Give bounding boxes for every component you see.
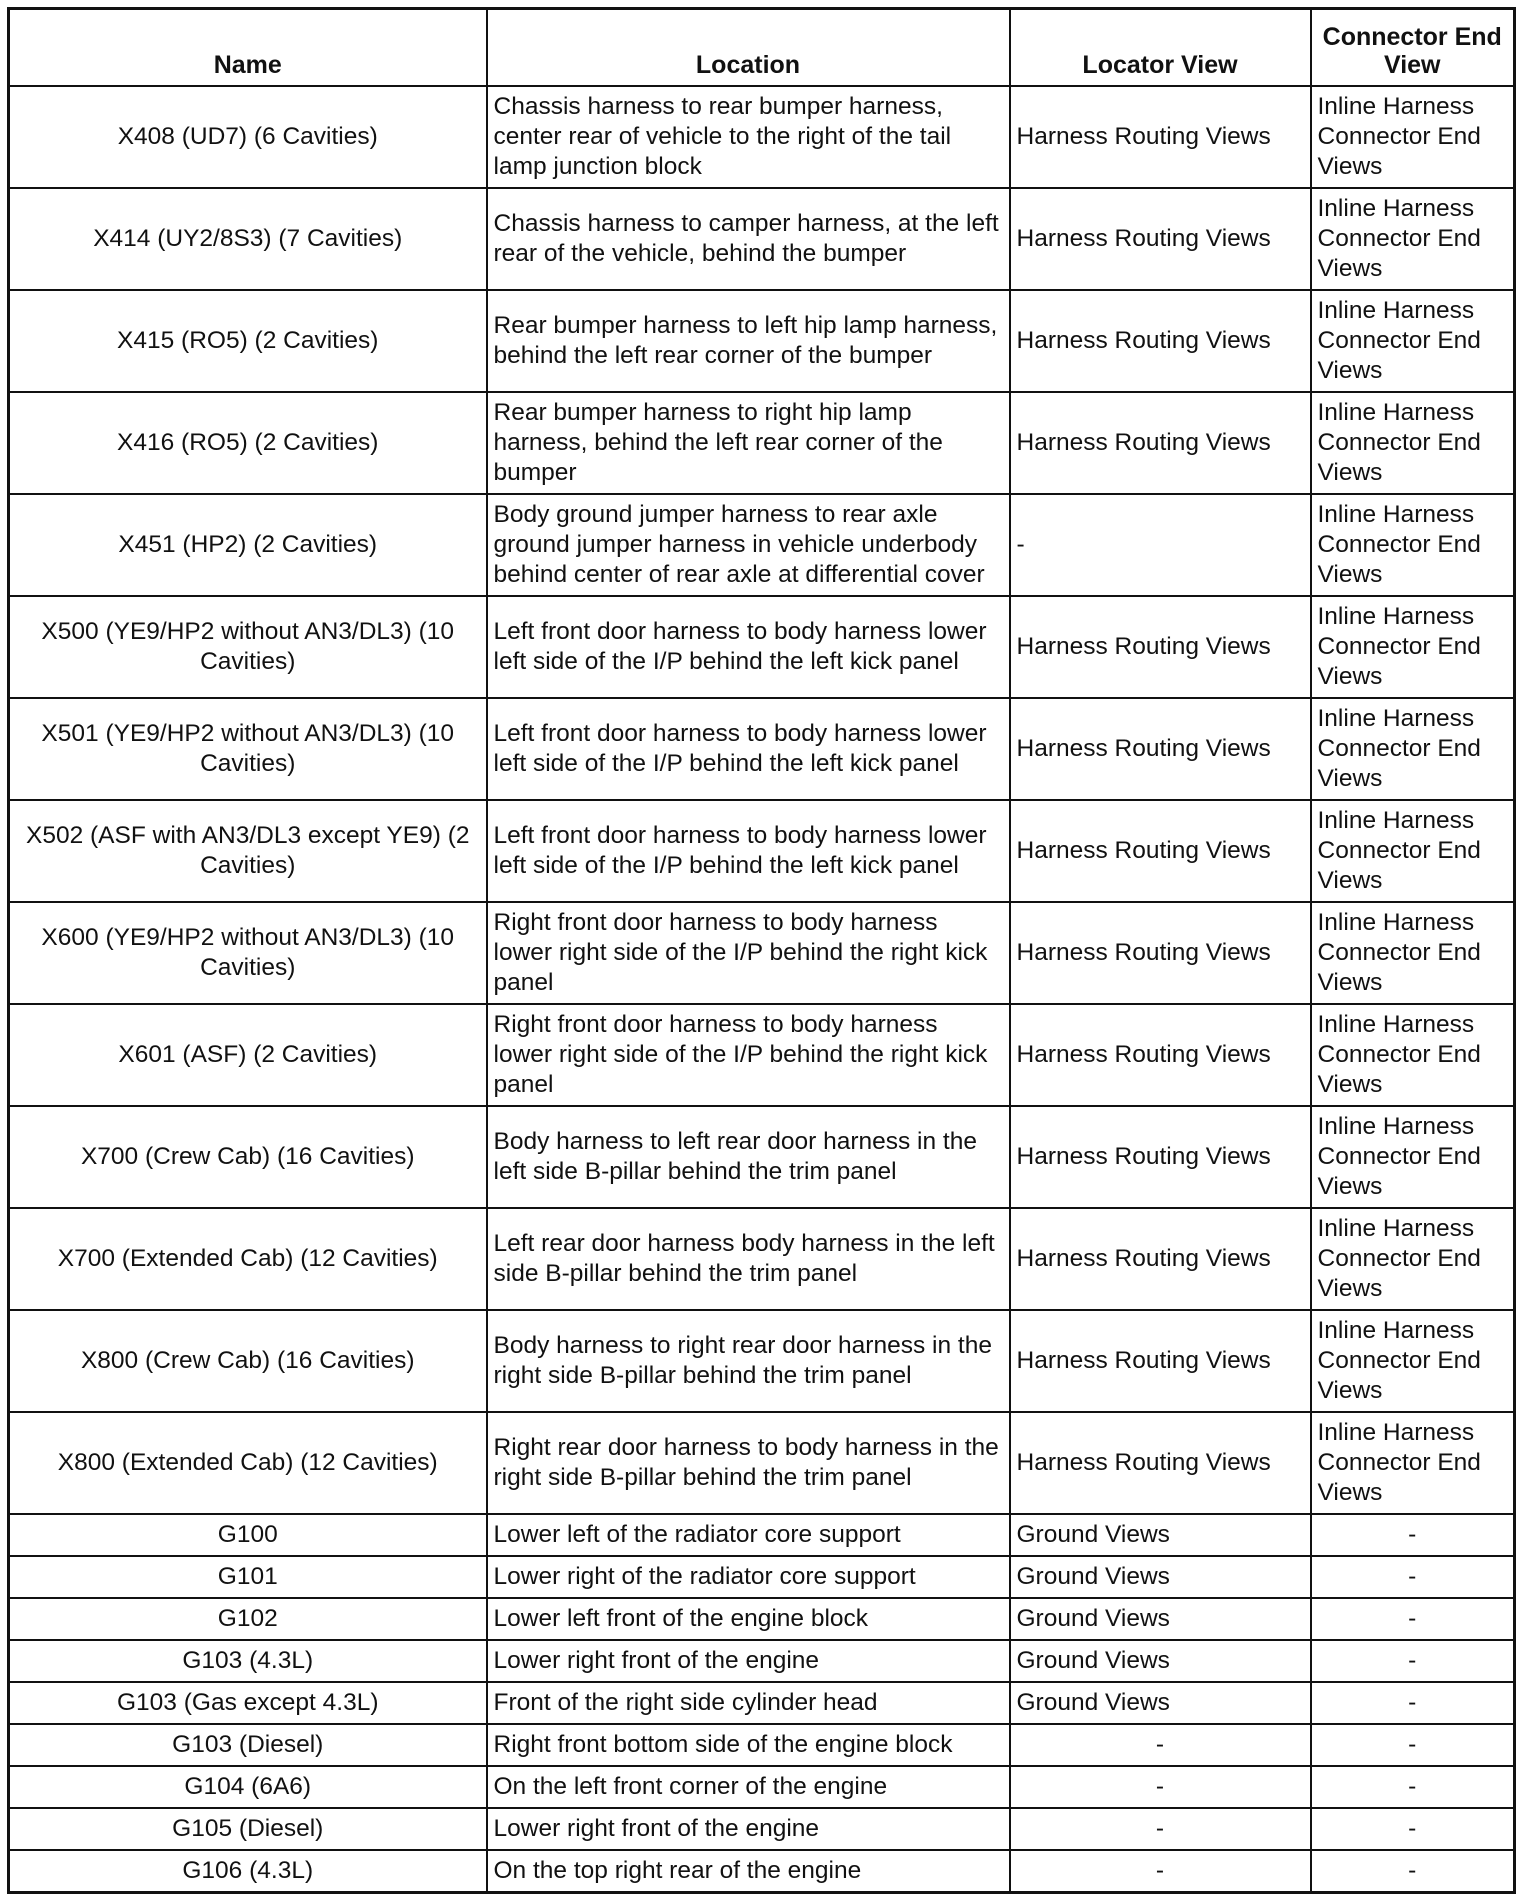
cell-location: Lower right of the radiator core support (487, 1556, 1010, 1598)
table-row (9, 1412, 1515, 1514)
cell-connector-end-view: Inline Harness Connector End Views (1311, 188, 1515, 290)
cell-connector-end-view: Inline Harness Connector End Views (1311, 902, 1515, 1004)
cell-name: G106 (4.3L) (9, 1850, 487, 1893)
cell-connector-end-view: Inline Harness Connector End Views (1311, 290, 1515, 392)
cell-location: Body harness to right rear door harness in the right side B-pillar behind the trim panel (487, 1310, 1010, 1412)
table-row (9, 86, 1515, 188)
cell-locator-view: - (1010, 494, 1311, 596)
cell-name: G101 (9, 1556, 487, 1598)
cell-location: Right front door harness to body harness lower right side of the I/P behind the right kick panel (487, 1004, 1010, 1106)
cell-name: X601 (ASF) (2 Cavities) (9, 1004, 487, 1106)
cell-location: On the top right rear of the engine (487, 1850, 1010, 1893)
cell-locator-view: - (1010, 1766, 1311, 1808)
cell-connector-end-view: - (1311, 1640, 1515, 1682)
cell-locator-view: Harness Routing Views (1010, 1208, 1311, 1310)
cell-locator-view: Harness Routing Views (1010, 1106, 1311, 1208)
cell-locator-view: Harness Routing Views (1010, 290, 1311, 392)
table-row (9, 1598, 1515, 1640)
cell-connector-end-view: Inline Harness Connector End Views (1311, 1004, 1515, 1106)
cell-name: X451 (HP2) (2 Cavities) (9, 494, 487, 596)
cell-location: Body ground jumper harness to rear axle ground jumper harness in vehicle underbody behind center of rear axle at differential cover (487, 494, 1010, 596)
cell-locator-view: Ground Views (1010, 1556, 1311, 1598)
table-row (9, 1208, 1515, 1310)
cell-location: Left rear door harness body harness in the left side B-pillar behind the trim panel (487, 1208, 1010, 1310)
table-row (9, 596, 1515, 698)
table-row (9, 1640, 1515, 1682)
cell-locator-view: - (1010, 1724, 1311, 1766)
table-row (9, 1682, 1515, 1724)
header-connector-end-view: Connector End View (1311, 9, 1515, 87)
cell-connector-end-view: - (1311, 1766, 1515, 1808)
cell-connector-end-view: - (1311, 1556, 1515, 1598)
cell-connector-end-view: Inline Harness Connector End Views (1311, 1208, 1515, 1310)
cell-name: G104 (6A6) (9, 1766, 487, 1808)
table-row (9, 1556, 1515, 1598)
cell-name: X700 (Crew Cab) (16 Cavities) (9, 1106, 487, 1208)
cell-name: X500 (YE9/HP2 without AN3/DL3) (10 Cavities) (9, 596, 487, 698)
cell-name: X415 (RO5) (2 Cavities) (9, 290, 487, 392)
cell-locator-view: Harness Routing Views (1010, 596, 1311, 698)
cell-locator-view: Harness Routing Views (1010, 902, 1311, 1004)
cell-location: Chassis harness to camper harness, at the left rear of the vehicle, behind the bumper (487, 188, 1010, 290)
header-location: Location (487, 9, 1010, 87)
cell-locator-view: - (1010, 1850, 1311, 1893)
cell-location: On the left front corner of the engine (487, 1766, 1010, 1808)
table-row (9, 1850, 1515, 1893)
table-row (9, 1310, 1515, 1412)
table-row (9, 1004, 1515, 1106)
cell-location: Left front door harness to body harness lower left side of the I/P behind the left kick panel (487, 596, 1010, 698)
cell-name: G100 (9, 1514, 487, 1556)
cell-location: Chassis harness to rear bumper harness, center rear of vehicle to the right of the tail lamp junction block (487, 86, 1010, 188)
cell-connector-end-view: Inline Harness Connector End Views (1311, 1310, 1515, 1412)
cell-connector-end-view: Inline Harness Connector End Views (1311, 1412, 1515, 1514)
cell-location: Left front door harness to body harness lower left side of the I/P behind the left kick panel (487, 800, 1010, 902)
table-header-row (9, 9, 1515, 87)
cell-locator-view: Harness Routing Views (1010, 698, 1311, 800)
cell-connector-end-view: - (1311, 1724, 1515, 1766)
cell-connector-end-view: Inline Harness Connector End Views (1311, 698, 1515, 800)
table-row (9, 1766, 1515, 1808)
cell-name: G102 (9, 1598, 487, 1640)
cell-location: Body harness to left rear door harness in the left side B-pillar behind the trim panel (487, 1106, 1010, 1208)
table-row (9, 698, 1515, 800)
cell-name: X800 (Extended Cab) (12 Cavities) (9, 1412, 487, 1514)
cell-connector-end-view: Inline Harness Connector End Views (1311, 596, 1515, 698)
connector-table-container (7, 7, 1513, 1894)
table-row (9, 188, 1515, 290)
table-row (9, 800, 1515, 902)
table-row (9, 1106, 1515, 1208)
cell-name: X600 (YE9/HP2 without AN3/DL3) (10 Cavities) (9, 902, 487, 1004)
cell-name: X408 (UD7) (6 Cavities) (9, 86, 487, 188)
cell-connector-end-view: - (1311, 1514, 1515, 1556)
header-locator-view: Locator View (1010, 9, 1311, 87)
cell-location: Lower left of the radiator core support (487, 1514, 1010, 1556)
table-row (9, 1724, 1515, 1766)
cell-locator-view: Ground Views (1010, 1640, 1311, 1682)
cell-locator-view: Ground Views (1010, 1598, 1311, 1640)
cell-location: Lower left front of the engine block (487, 1598, 1010, 1640)
cell-name: G103 (Diesel) (9, 1724, 487, 1766)
cell-location: Left front door harness to body harness lower left side of the I/P behind the left kick panel (487, 698, 1010, 800)
cell-name: G105 (Diesel) (9, 1808, 487, 1850)
table-row (9, 1808, 1515, 1850)
cell-location: Lower right front of the engine (487, 1640, 1010, 1682)
cell-locator-view: Harness Routing Views (1010, 188, 1311, 290)
table-body (9, 86, 1515, 1893)
cell-location: Right front bottom side of the engine block (487, 1724, 1010, 1766)
cell-location: Lower right front of the engine (487, 1808, 1010, 1850)
cell-connector-end-view: - (1311, 1808, 1515, 1850)
cell-locator-view: Harness Routing Views (1010, 1004, 1311, 1106)
cell-location: Right rear door harness to body harness in the right side B-pillar behind the trim panel (487, 1412, 1010, 1514)
cell-name: X700 (Extended Cab) (12 Cavities) (9, 1208, 487, 1310)
cell-location: Right front door harness to body harness lower right side of the I/P behind the right kick panel (487, 902, 1010, 1004)
cell-connector-end-view: Inline Harness Connector End Views (1311, 86, 1515, 188)
cell-locator-view: Harness Routing Views (1010, 86, 1311, 188)
cell-name: X800 (Crew Cab) (16 Cavities) (9, 1310, 487, 1412)
connector-locations-table (7, 7, 1516, 1894)
cell-connector-end-view: - (1311, 1850, 1515, 1893)
table-row (9, 494, 1515, 596)
cell-location: Rear bumper harness to left hip lamp harness, behind the left rear corner of the bumper (487, 290, 1010, 392)
table-row (9, 290, 1515, 392)
table-row (9, 1514, 1515, 1556)
cell-locator-view: Harness Routing Views (1010, 800, 1311, 902)
table-row (9, 902, 1515, 1004)
cell-name: G103 (4.3L) (9, 1640, 487, 1682)
header-name: Name (9, 9, 487, 87)
cell-locator-view: Ground Views (1010, 1514, 1311, 1556)
cell-locator-view: Harness Routing Views (1010, 1412, 1311, 1514)
cell-name: X501 (YE9/HP2 without AN3/DL3) (10 Cavities) (9, 698, 487, 800)
cell-name: X416 (RO5) (2 Cavities) (9, 392, 487, 494)
cell-name: X414 (UY2/8S3) (7 Cavities) (9, 188, 487, 290)
cell-connector-end-view: Inline Harness Connector End Views (1311, 392, 1515, 494)
cell-locator-view: Harness Routing Views (1010, 392, 1311, 494)
cell-name: G103 (Gas except 4.3L) (9, 1682, 487, 1724)
cell-locator-view: Harness Routing Views (1010, 1310, 1311, 1412)
cell-locator-view: Ground Views (1010, 1682, 1311, 1724)
cell-connector-end-view: Inline Harness Connector End Views (1311, 494, 1515, 596)
cell-connector-end-view: Inline Harness Connector End Views (1311, 1106, 1515, 1208)
cell-location: Front of the right side cylinder head (487, 1682, 1010, 1724)
cell-name: X502 (ASF with AN3/DL3 except YE9) (2 Cavities) (9, 800, 487, 902)
cell-connector-end-view: - (1311, 1598, 1515, 1640)
cell-connector-end-view: Inline Harness Connector End Views (1311, 800, 1515, 902)
cell-locator-view: - (1010, 1808, 1311, 1850)
table-row (9, 392, 1515, 494)
cell-connector-end-view: - (1311, 1682, 1515, 1724)
cell-location: Rear bumper harness to right hip lamp harness, behind the left rear corner of the bumper (487, 392, 1010, 494)
